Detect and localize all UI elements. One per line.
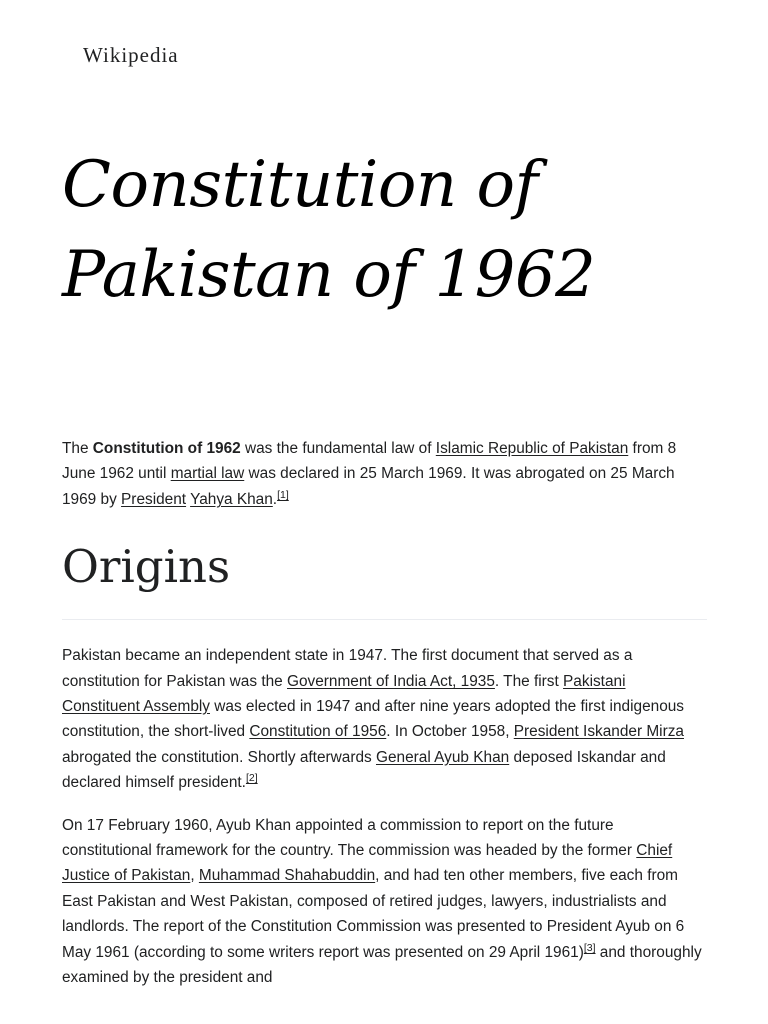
link-general-ayub-khan[interactable]: General Ayub Khan [375, 748, 510, 766]
page-title [62, 140, 707, 320]
link-president-iskander-mirza[interactable]: President Iskander Mirza [513, 723, 684, 741]
link-government-of-india-act-1935[interactable]: Government of India Act, 1935 [287, 672, 495, 690]
text-span: and thoroughly examined by the president and [62, 943, 702, 987]
text-span: . The first [494, 672, 564, 690]
wikipedia-wordmark-link[interactable]: Wikipedia [83, 43, 179, 67]
text-span: from 8 June 1962 until [62, 440, 677, 483]
text-span: deposed Iskandar and declared himself president. [62, 748, 666, 792]
text-span: The [62, 440, 93, 457]
reference-link-3[interactable]: [3] [583, 941, 596, 954]
section-heading-origins: Origins [62, 537, 707, 620]
text-span: , and had ten other members, five each from East Pakistan and West Pakistan, composed of retired judges, lawyers, industrialists and landlords. The report of the Constitution Commission was presented to President Ayub on 6 May 1961 (according to some writers report was presented on 29 April 1961) [62, 867, 685, 961]
text-span: was declared in 25 March 1969. It was abrogated on 25 March 1969 by [62, 465, 675, 508]
origins-paragraph-1 [62, 643, 707, 795]
text-span: . [272, 490, 278, 508]
bold-term: Constitution of 1962 [92, 440, 241, 457]
page-title-line-1: Constitution of [62, 148, 538, 222]
link-islamic-republic-of-pakistan[interactable]: Islamic Republic of Pakistan [435, 440, 629, 457]
link-pakistani-constituent-assembly[interactable]: Pakistani Constituent Assembly [62, 672, 626, 716]
link-chief-justice-of-pakistan[interactable]: Chief Justice of Pakistan [62, 842, 673, 885]
text-span: , [190, 867, 199, 885]
intro-paragraph [62, 436, 707, 512]
link-yahya-khan[interactable]: Yahya Khan [190, 490, 273, 508]
text-span: On 17 February 1960, Ayub Khan appointed a commission to report on the future constitutional framework for the country. The commission was headed by the former [62, 816, 637, 860]
link-president[interactable]: President [121, 490, 187, 508]
reference-link-2[interactable]: [2] [245, 772, 258, 785]
link-muhammad-shahabuddin[interactable]: Muhammad Shahabuddin [198, 867, 376, 885]
origins-paragraph-2 [62, 813, 707, 991]
text-span: was the fundamental law of [240, 440, 436, 457]
text-span: abrogated the constitution. Shortly afterwards [62, 748, 376, 766]
text-span: . In October 1958, [386, 723, 514, 741]
page-title-line-2: Pakistan of 1962 [62, 238, 596, 312]
site-header [83, 43, 179, 68]
article-content [62, 140, 707, 991]
link-martial-law[interactable]: martial law [170, 465, 245, 483]
text-span: Pakistan became an independent state in 1947. The first document that served as a constitution for Pakistan was the [62, 647, 633, 690]
reference-link-1[interactable]: [1] [277, 488, 289, 501]
link-constitution-of-1956[interactable]: Constitution of 1956 [249, 723, 387, 741]
text-span: was elected in 1947 and after nine years adopted the first indigenous constitution, the short-lived [62, 698, 685, 741]
